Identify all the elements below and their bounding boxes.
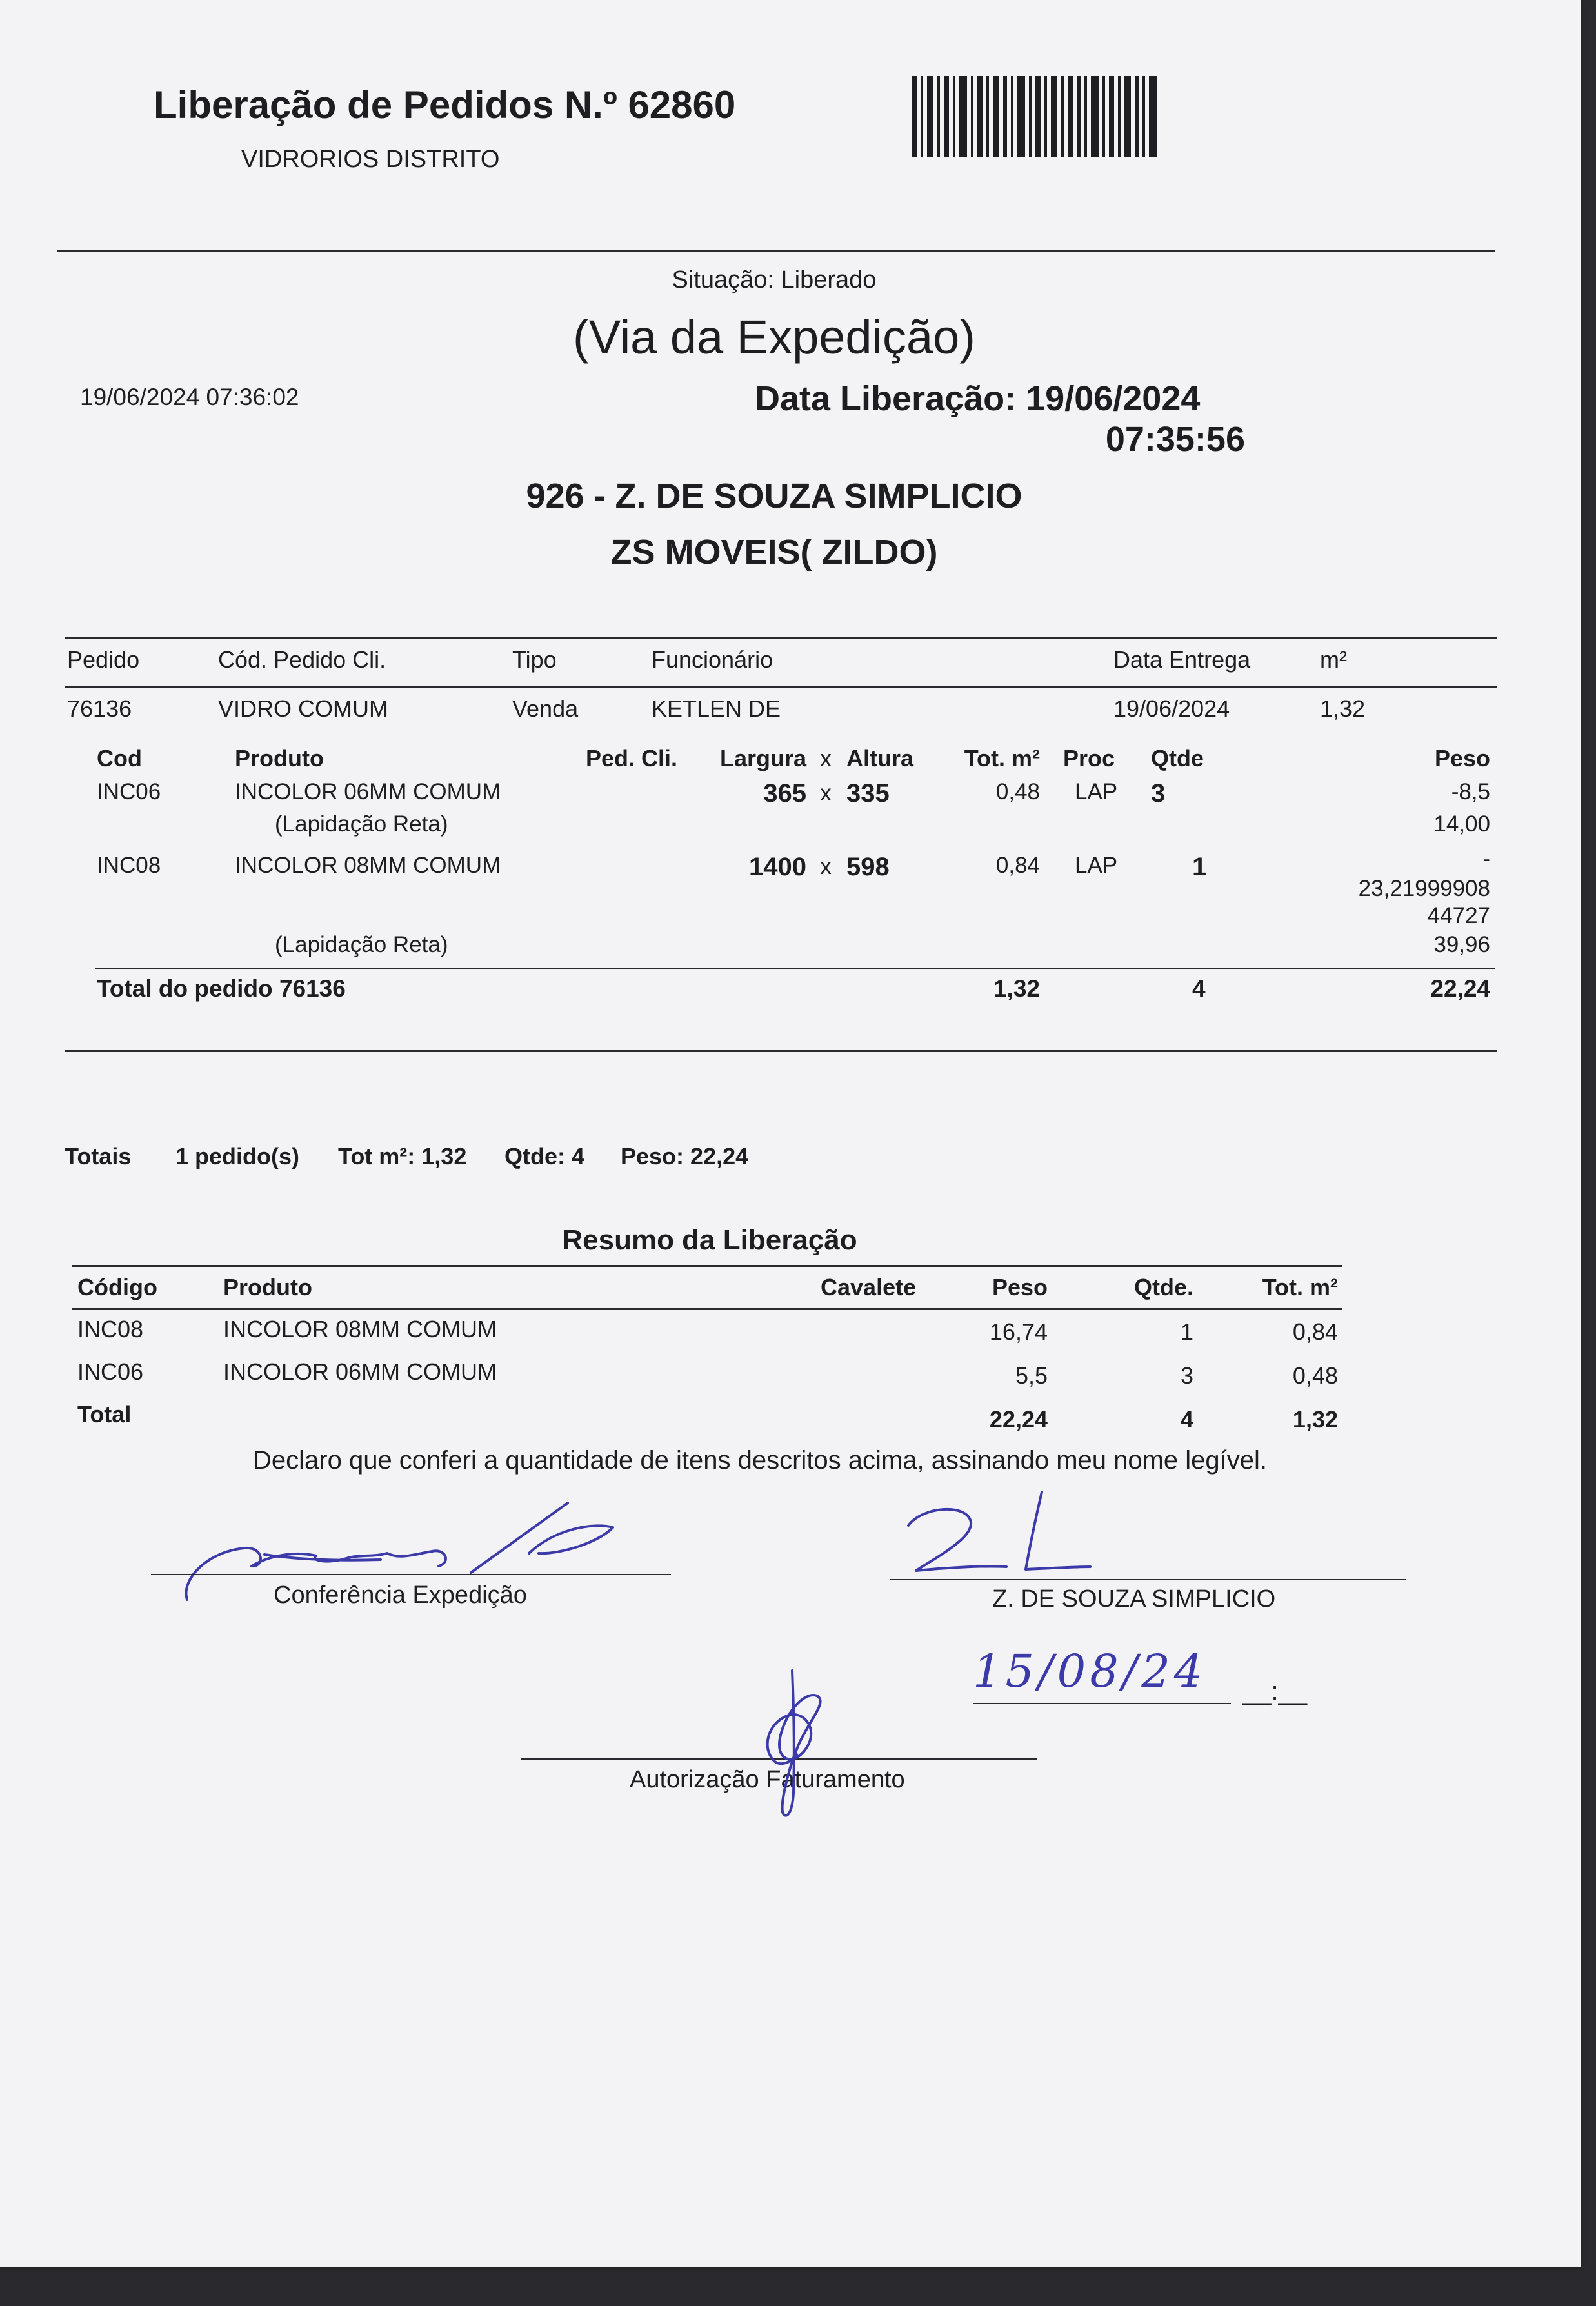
client-company: ZS MOVEIS( ZILDO) <box>610 533 938 572</box>
print-datetime: 19/06/2024 07:36:02 <box>80 384 299 410</box>
resumo-col-produto: Produto <box>223 1274 312 1300</box>
items-total-line <box>95 968 1495 969</box>
resumo-peso: 5,5 <box>1015 1362 1048 1389</box>
value-data-entrega: 19/06/2024 <box>1113 695 1230 722</box>
resumo-col-qtde: Qtde. <box>1133 1274 1193 1300</box>
item-qtde: 3 <box>1151 779 1166 808</box>
label-cod-pedido-cli: Cód. Pedido Cli. <box>218 646 386 673</box>
totals-m2: Tot m²: 1,32 <box>338 1143 467 1169</box>
resumo-total-peso: 22,24 <box>989 1406 1048 1433</box>
resumo-peso: 16,74 <box>989 1318 1048 1345</box>
label-data-entrega: Data Entrega <box>1113 646 1251 673</box>
value-funcionario: KETLEN DE <box>652 695 781 722</box>
resumo-qtde: 1 <box>1180 1318 1193 1345</box>
resumo-top-line <box>72 1265 1342 1267</box>
client-signature <box>897 1487 1103 1584</box>
col-largura: Largura <box>719 745 806 771</box>
col-tot-m2: Tot. m² <box>964 745 1040 771</box>
resumo-col-tot-m2: Tot. m² <box>1262 1274 1338 1300</box>
totals-label: Totais <box>65 1143 132 1169</box>
value-m2: 1,32 <box>1320 695 1366 722</box>
value-pedido: 76136 <box>67 695 132 722</box>
item-tot-m2: 0,48 <box>995 779 1040 804</box>
totals-qtde: Qtde: 4 <box>504 1143 585 1169</box>
item-subtext: (Lapidação Reta) <box>275 811 448 837</box>
col-produto: Produto <box>235 745 324 771</box>
time-placeholder: __:__ <box>1242 1677 1308 1705</box>
col-ped-cli: Ped. Cli. <box>586 745 678 771</box>
order-total-m2: 1,32 <box>993 975 1040 1002</box>
resumo-col-codigo: Código <box>77 1274 157 1300</box>
resumo-tot-m2: 0,48 <box>1292 1362 1338 1389</box>
item-qtde: 1 <box>1192 853 1207 881</box>
label-tipo: Tipo <box>512 646 557 673</box>
order-total-peso: 22,24 <box>1430 975 1490 1002</box>
date-line <box>973 1703 1231 1704</box>
item-produto: INCOLOR 08MM COMUM <box>235 853 501 878</box>
conferencia-line <box>151 1574 671 1575</box>
resumo-total-qtde: 4 <box>1180 1406 1193 1433</box>
resumo-codigo: INC08 <box>77 1316 144 1342</box>
header-divider <box>57 250 1495 252</box>
resumo-tot-m2: 0,84 <box>1292 1318 1338 1345</box>
resumo-col-peso: Peso <box>992 1274 1048 1300</box>
col-x: x <box>820 745 832 771</box>
item-subtext: (Lapidação Reta) <box>275 932 448 957</box>
item-peso-line: 14,00 <box>1433 811 1490 837</box>
item-proc: LAP <box>1075 853 1118 878</box>
item-x: x <box>820 780 832 806</box>
col-cod: Cod <box>97 745 142 771</box>
col-peso: Peso <box>1434 745 1490 771</box>
document-title: Liberação de Pedidos N.º 62860 <box>154 83 736 126</box>
resumo-codigo: INC06 <box>77 1358 144 1385</box>
item-altura: 335 <box>846 779 890 808</box>
totals-peso: Peso: 22,24 <box>621 1143 749 1169</box>
item-cod: INC08 <box>97 853 161 878</box>
release-time: 07:35:56 <box>1105 420 1245 459</box>
col-altura: Altura <box>846 745 914 771</box>
value-tipo: Venda <box>512 695 579 722</box>
item-tot-m2: 0,84 <box>995 853 1040 878</box>
order-header-top-line <box>65 637 1497 639</box>
resumo-produto: INCOLOR 08MM COMUM <box>223 1316 497 1342</box>
resumo-qtde: 3 <box>1180 1362 1193 1389</box>
item-peso-line: 23,21999908 <box>1358 876 1490 901</box>
order-total-qtde: 4 <box>1192 975 1206 1002</box>
via-title: (Via da Expedição) <box>573 310 975 364</box>
autorizacao-label: Autorização Faturamento <box>630 1766 905 1793</box>
resumo-total-tot-m2: 1,32 <box>1292 1406 1338 1433</box>
item-peso-line: - <box>1482 846 1490 871</box>
label-funcionario: Funcionário <box>652 646 773 673</box>
resumo-total-label: Total <box>77 1401 132 1427</box>
label-pedido: Pedido <box>67 646 140 673</box>
section-divider <box>65 1050 1497 1052</box>
resumo-title: Resumo da Liberação <box>562 1224 857 1256</box>
autorizacao-signature <box>742 1664 845 1825</box>
item-cod: INC06 <box>97 779 161 804</box>
resumo-header-line <box>72 1308 1342 1310</box>
resumo-produto: INCOLOR 06MM COMUM <box>223 1358 497 1385</box>
resumo-col-cavalete: Cavalete <box>821 1274 917 1300</box>
item-peso-line: 44727 <box>1427 903 1490 928</box>
declaration-text: Declaro que conferi a quantidade de itens descritos acima, assinando meu nome legível. <box>253 1446 1268 1475</box>
label-m2: m² <box>1320 646 1347 673</box>
item-altura: 598 <box>846 853 890 881</box>
order-total-label: Total do pedido 76136 <box>97 975 346 1002</box>
item-proc: LAP <box>1075 779 1118 804</box>
client-name: 926 - Z. DE SOUZA SIMPLICIO <box>526 477 1022 515</box>
handwritten-date: 15/08/24 <box>973 1645 1207 1698</box>
col-qtde: Qtde <box>1151 745 1204 771</box>
order-header-bottom-line <box>65 686 1497 688</box>
release-date: Data Liberação: 19/06/2024 <box>755 379 1201 418</box>
conferencia-label: Conferência Expedição <box>274 1582 527 1609</box>
client-signature-label: Z. DE SOUZA SIMPLICIO <box>992 1585 1276 1613</box>
status-text: Situação: Liberado <box>672 266 877 293</box>
totals-pedidos: 1 pedido(s) <box>175 1143 300 1169</box>
client-signature-line <box>890 1579 1406 1580</box>
company-name: VIDRORIOS DISTRITO <box>241 146 500 173</box>
item-peso-line: 39,96 <box>1433 932 1490 957</box>
item-largura: 365 <box>763 779 806 808</box>
item-x: x <box>820 854 832 879</box>
value-cod-pedido-cli: VIDRO COMUM <box>218 695 388 722</box>
barcode-icon <box>912 76 1163 157</box>
item-largura: 1400 <box>749 853 806 881</box>
item-peso-line: -8,5 <box>1451 779 1490 804</box>
item-produto: INCOLOR 06MM COMUM <box>235 779 501 804</box>
col-proc: Proc <box>1063 745 1115 771</box>
